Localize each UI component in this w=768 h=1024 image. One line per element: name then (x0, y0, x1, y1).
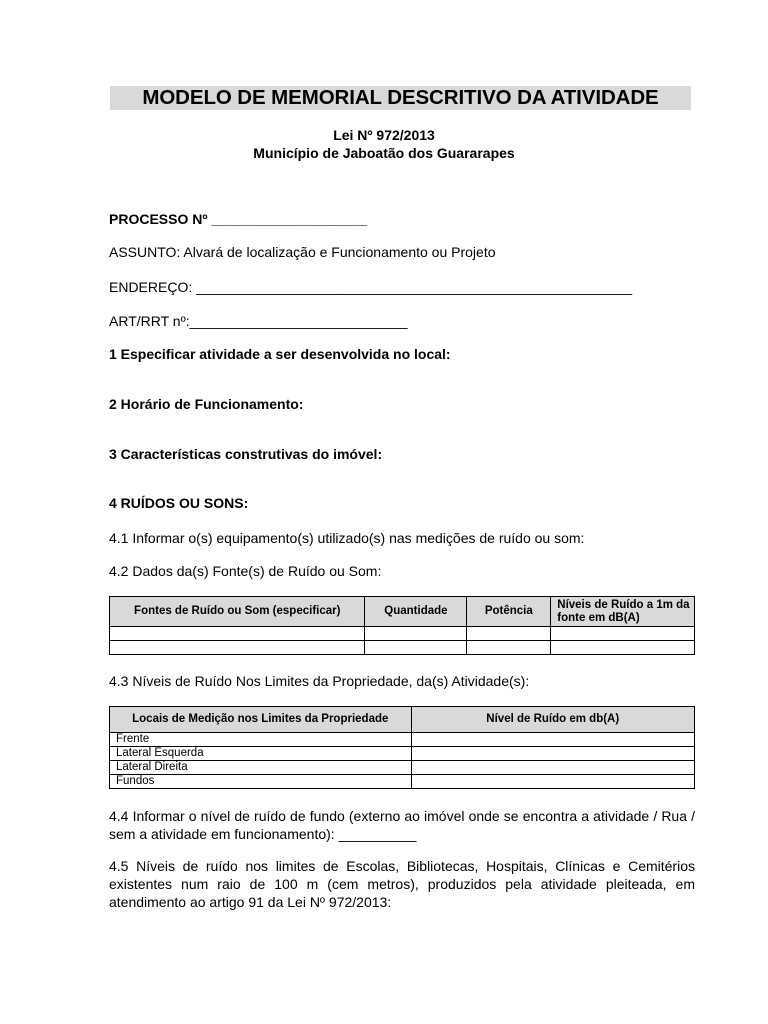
table-header-cell: Níveis de Ruído a 1m da fonte em dB(A) (551, 597, 695, 627)
table-header-row (110, 707, 695, 733)
section-2-heading: 2 Horário de Funcionamento: (109, 396, 304, 412)
table-header-cell: Quantidade (365, 597, 467, 627)
property-limits-table (109, 706, 695, 789)
table-row (110, 775, 695, 789)
section-4-5-text: 4.5 Níveis de ruído nos limites de Escolas, Bibliotecas, Hospitais, Clínicas e Cemitérios existentes num raio de 100 m (cem metros), produzidos pela atividade pleiteada, em atendimento ao artigo 91 da Lei Nº 972/2013: (109, 858, 695, 910)
section-4-3-text: 4.3 Níveis de Ruído Nos Limites da Propriedade, da(s) Atividade(s): (109, 673, 530, 689)
table-header-cell: Fontes de Ruído ou Som (especificar) (110, 597, 365, 627)
municipality: Município de Jaboatão dos Guararapes (253, 145, 515, 161)
section-4-4-text: 4.4 Informar o nível de ruído de fundo (externo ao imóvel onde se encontra a atividade / Rua / sem a atividade em funcionamento): __________ (109, 808, 695, 842)
table-header-row (110, 597, 695, 627)
location-cell: Frente (110, 733, 412, 747)
table-header-cell: Potência (467, 597, 551, 627)
section-4-2-text: 4.2 Dados da(s) Fonte(s) de Ruído ou Som: (109, 563, 382, 579)
section-4-heading: 4 RUÍDOS OU SONS: (109, 495, 249, 511)
processo-field: PROCESSO Nº ____________________ (109, 211, 368, 227)
table-header-cell: Locais de Medição nos Limites da Propriedade (110, 707, 412, 733)
table-header-cell: Nível de Ruído em db(A) (411, 707, 694, 733)
assunto-field: ASSUNTO: Alvará de localização e Funcionamento ou Projeto (109, 244, 496, 260)
table-row (110, 747, 695, 761)
table-row (110, 761, 695, 775)
table-row (110, 627, 695, 641)
art-rrt-field: ART/RRT nº:____________________________ (109, 313, 408, 329)
location-cell: Lateral Esquerda (110, 747, 412, 761)
section-3-heading: 3 Características construtivas do imóvel: (109, 446, 383, 462)
table-row (110, 641, 695, 655)
table-row (110, 733, 695, 747)
document-title: MODELO DE MEMORIAL DESCRITIVO DA ATIVIDADE (110, 86, 691, 110)
section-1-heading: 1 Especificar atividade a ser desenvolvida no local: (109, 346, 451, 362)
endereco-field: ENDEREÇO: ________________________________________________________ (109, 279, 633, 295)
location-cell: Fundos (110, 775, 412, 789)
location-cell: Lateral Direita (110, 761, 412, 775)
law-reference: Lei Nº 972/2013 (333, 127, 435, 143)
section-4-1-text: 4.1 Informar o(s) equipamento(s) utilizado(s) nas medições de ruído ou som: (109, 530, 585, 546)
noise-sources-table (109, 596, 695, 655)
